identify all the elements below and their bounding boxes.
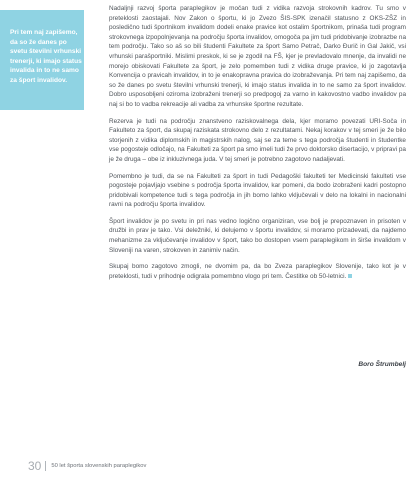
paragraph: Pomembno je tudi, da se na Fakulteti za šport in tudi Pedagoški fakulteti ter Medicinski fakulteti vse pogosteje pojavljajo vsebine s področja športa invalidov, kar pomeni, da bodo izobraženi kadri postopno pridobivali kompetence tudi s tega področja in jih bomo lahko vključevali v delo na lokalni in nacionalni ravni na področju športa invalidov. (109, 172, 406, 209)
pull-quote-box (0, 10, 84, 110)
article-body (109, 4, 406, 288)
page-number: 30 (28, 459, 42, 473)
page-footer (28, 459, 146, 473)
publication-title: 50 let športa slovenskih paraplegikov (51, 463, 147, 469)
paragraph-last (109, 262, 406, 281)
paragraph: Rezerva je tudi na področju znanstveno raziskovalnega dela, kjer moramo povezati URI-Soča in Fakulteto za šport, da skupaj raziskata strokovno delo z rezultatami. Nekaj korakov v tej smeri je že bilo storjenih z vidika diplomskih in magistrskih nalog, saj se za teme s tega področja študenti in študentke vse pogosteje odločajo, na Fakulteti za šport pa smo imeli tudi že prvo doktorsko disertacijo, v pripravi pa je že druga – obe iz inkluzivnega juda. V tej smeri je potrebno zagotovo nadaljevati. (109, 117, 406, 163)
pull-quote-text: Pri tem naj zapišemo, da so že danes po svetu številni vrhunski trenerji, ki imajo status invalida in to ne samo za šport invalidov. (10, 29, 82, 84)
paragraph-text: Skupaj bomo zagotovo zmogli, ne dvomim pa, da bo Zveza paraplegikov Slovenije, tako kot je v preteklosti, tudi v prihodnje odigrala pomembno vlogo pri tem. Čestitke ob 50-letnici. (109, 263, 406, 280)
paragraph: Šport invalidov je po svetu in pri nas vedno logično organiziran, vse bolj je prepoznaven in prisoten v družbi in prav je tako. Vsi deležniki, ki delujemo v športu invalidov, si moramo prizadevati, da najdemo mehanizme za vključevanje invalidov v šport, tako bo dostopen vsem paraplegikom in širše invalidom v Sloveniji na varen, strokoven in zanimiv način. (109, 217, 406, 254)
paragraph: Nadaljnji razvoj športa paraplegikov je močan tudi z vidika razvoja strokovnih kadrov. Tu smo v preteklosti zaostajali. Nov Zakon o športu, ki jo Zvezo ŠIS-SPK izenačil statusno z OKS-ZŠZ in posledično tudi športnikom invalidom dodeli enake pravice kot ostalim športnikom, prinaša tudi program strokovnega izpopolnjevanja na področju športa invalidov, omogoča pa jim tudi pridobivanje izobrazbe na tem področju. Tako so aš so bili študenti Fakultete za šport Samo Petrač, Darko Đurič in Gal Jakič, vsi vrhunski parašportniki. Mislimi preskok, ki se je zgodil na FŠ, kjer je prevladovalo mnenje, da invalidi ne morejo obiskovati Fakultete za šport, je zelo pomemben tudi z vidika druge pravice, ki jo zagotavlja Konvencija o pravicah invalidov, in to je enakopravna pravica do izobraževanja. Pri tem naj zapišemo, da so že danes po svetu številni vrhunski trenerji, ki imajo status invalida in to ne samo za šport invalidov. Dobro usposobljeni oziroma izobraženi trenerji so predpogoj za varno in kakovostno vadbo invalidov pa naj si bo to vadba rekreacije ali vadba za vrhunske športne rezultate. (109, 5, 406, 108)
author-signature: Boro Štrumbelj (358, 361, 406, 368)
end-of-article-marker (348, 274, 352, 278)
footer-divider (45, 461, 46, 471)
